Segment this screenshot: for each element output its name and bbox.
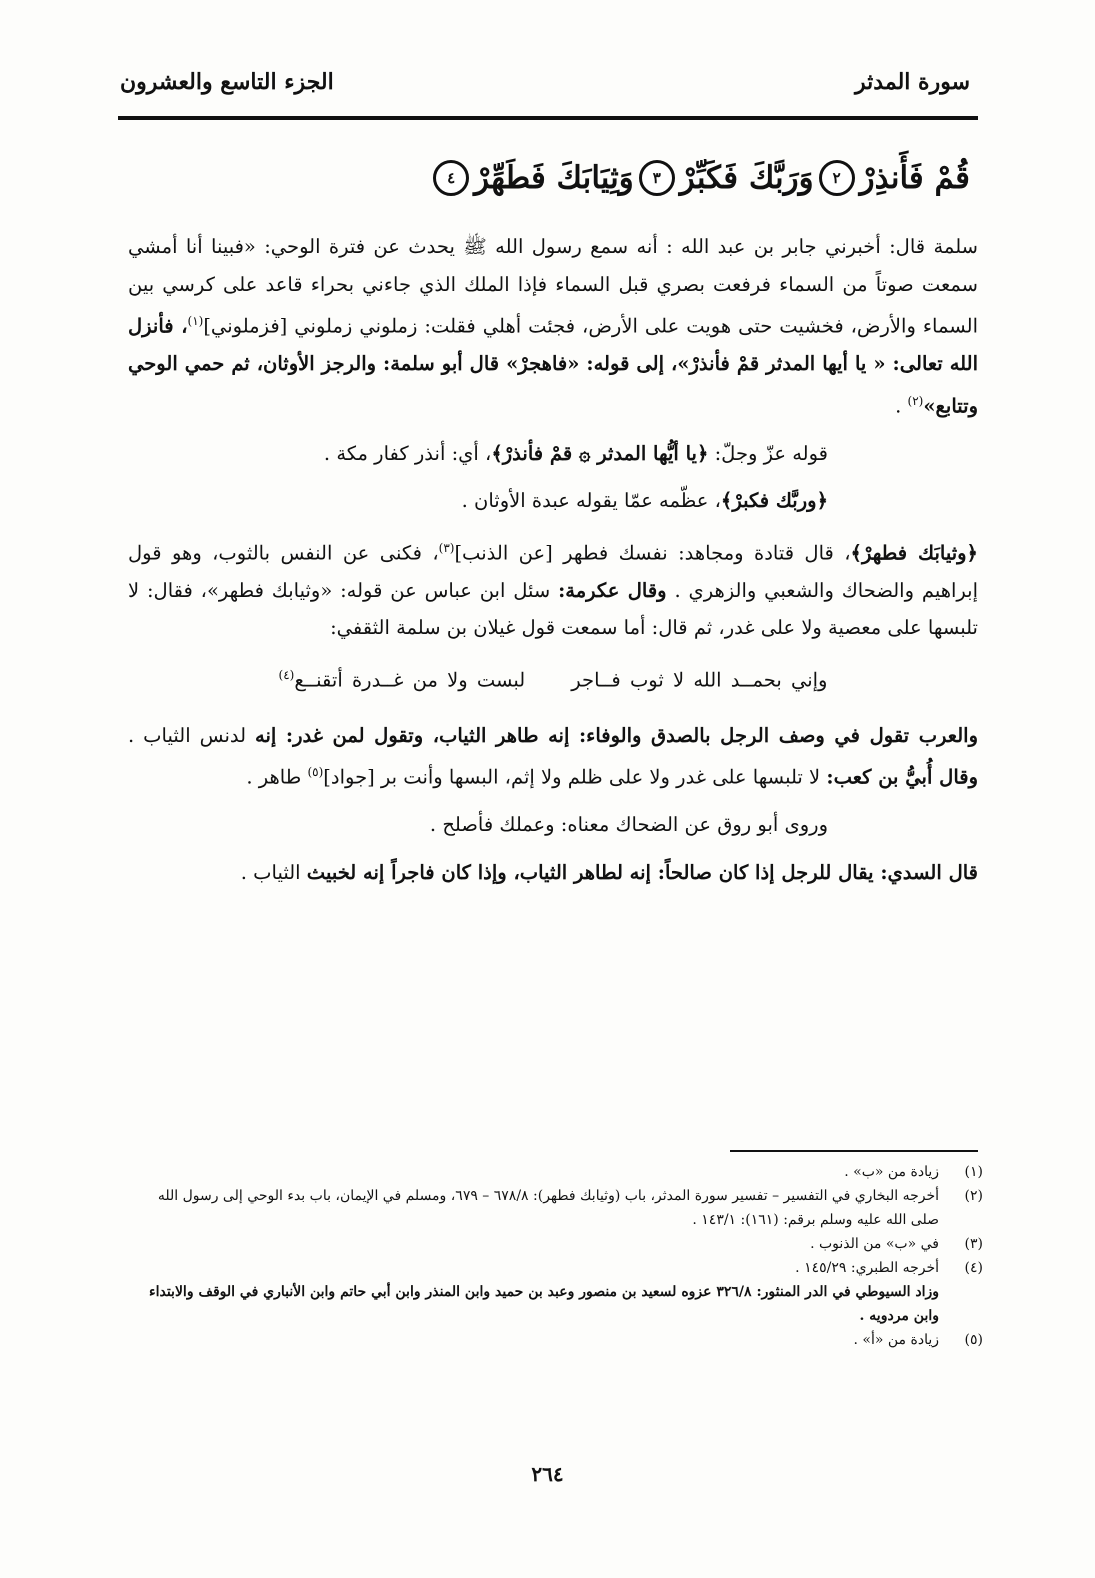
verse-number-4: ٤	[433, 160, 469, 196]
paragraph-verse-4	[128, 530, 978, 647]
footnote-rule	[730, 1150, 978, 1152]
commentary-body	[128, 228, 978, 901]
verse-explanation-cont: ، فكنى عن النفس بالثوب، وهو قول إبراهيم والضحاك والشعبي والزهري .	[128, 541, 979, 602]
footnote-number: (٣)	[964, 1236, 983, 1252]
footnote-number: (٥)	[964, 1332, 983, 1348]
footnote-ref-4: (٤)	[278, 667, 295, 682]
suddi-saying-end: الثياب .	[240, 860, 307, 884]
paragraph-hadith	[128, 228, 978, 425]
footnote-ref-3: (٣)	[438, 540, 455, 555]
verse-2-text: قُمْ فَأَنذِرْ	[859, 160, 970, 196]
quoted-verse: ﴿وربَّك فكبرْ﴾	[720, 489, 828, 512]
poem-first-hemistich: وإني بحمــد الله لا ثوب فــاجر	[571, 668, 828, 691]
footnote-ref-2: (٢)	[907, 393, 924, 408]
poem-verse	[128, 657, 978, 699]
paragraph-suddi	[128, 854, 978, 892]
verse-explanation: ، عظّمه عمّا يقوله عبدة الأوثان .	[461, 489, 721, 512]
ikrimah-label: وقال عكرمة:	[558, 578, 667, 602]
footnotes	[128, 1160, 983, 1352]
verse-explanation: ، أي: أنذر كفار مكة .	[323, 441, 492, 465]
quoted-verse: ﴿وثيابَك فطهرْ﴾	[850, 541, 978, 564]
footnote-item	[128, 1232, 983, 1256]
footnote-item	[128, 1256, 983, 1280]
footnote-item	[128, 1184, 983, 1232]
footnote-4-continuation: وزاد السيوطي في الدر المنثور: ٣٢٦/٨ عزوه لسعيد بن منصور وعبد بن حميد وابن المنذر وابن أبي حاتم وابن الأنباري في الوقف والابتداء وابن مردويه .	[149, 1284, 939, 1324]
footnote-ref-5: (٥)	[307, 765, 324, 779]
header-rule	[118, 116, 978, 120]
footnote-item	[128, 1160, 983, 1184]
quran-verse-line	[120, 148, 970, 208]
footnote-number: (٢)	[964, 1188, 983, 1204]
paragraph-verse-3	[128, 482, 978, 520]
verse-number-3: ٣	[639, 160, 675, 196]
footnote-item	[128, 1328, 983, 1352]
poem-second-hemistich: لبست ولا من غــدرة أتقنــع	[294, 668, 526, 691]
header-surah-name: سورة المدثر	[855, 69, 970, 95]
paragraph-verse-1-2	[128, 435, 978, 473]
hadith-text-bold: ، فأنزل الله تعالى: « يا أيها المدثر قمْ فأنذرْ»، إلى قوله: «فاهجرْ» قال أبو سلمة: والرجز الأوثان، ثم حمي الوحي وتتابع»	[128, 314, 978, 417]
verse-explanation: ، قال قتادة ومجاهد: نفسك فطهر [عن الذنب]	[454, 541, 851, 564]
paragraph-arabs	[128, 717, 978, 797]
hadith-end: .	[895, 394, 908, 417]
abu-rawq-text: وروى أبو روق عن الضحاك معناه: وعملك فأصلح .	[429, 813, 828, 836]
footnote-text: أخرجه البخاري في التفسير – تفسير سورة المدثر، باب (وثيابك فطهر): ٦٧٨/٨ – ٦٧٩، ومسلم في الإيمان، باب بدء الوحي إلى رسول الله صلى الله عليه وسلم برقم: (١٦١): ١٤٣/١ .	[157, 1188, 939, 1228]
suddi-saying: قال السدي: يقال للرجل إذا كان صالحاً: إنه لطاهر الثياب، وإذا كان فاجراً إنه لخبيث	[306, 860, 978, 884]
footnote-ref-1: (١)	[187, 314, 204, 328]
verse-intro: قوله عزّ وجلّ:	[708, 441, 828, 465]
ubayy-label: وقال أُبيُّ بن كعب:	[826, 765, 978, 789]
running-header	[120, 62, 970, 102]
verse-4-text: وَثِيَابَكَ فَطَهِّرْ	[474, 160, 634, 196]
ubayy-saying-end: طاهر .	[246, 765, 308, 789]
verse-number-2: ٢	[819, 160, 855, 196]
footnote-text: في «ب» من الذنوب .	[810, 1236, 939, 1252]
quoted-verse: ﴿يا أيُّها المدثر ۞ قمْ فأنذرْ﴾	[491, 441, 709, 465]
footnote-number: (١)	[964, 1164, 983, 1180]
footnote-text: زيادة من «أ» .	[853, 1332, 939, 1348]
header-part-name: الجزء التاسع والعشرون	[120, 69, 334, 95]
verse-explanation-cont: سئل ابن عباس عن قوله: «وثيابك فطهر»، فقال: لا تلبسها على معصية ولا على غدر، ثم قال: أما سمعت قول غيلان بن سلمة الثقفي:	[128, 578, 978, 639]
footnote-number: (٤)	[964, 1260, 983, 1276]
verse-3-text: وَرَبَّكَ فَكَبِّرْ	[679, 160, 814, 196]
footnote-text: أخرجه الطبري: ١٤٥/٢٩ .	[795, 1260, 939, 1276]
arabs-saying: والعرب تقول في وصف الرجل بالصدق والوفاء: إنه طاهر الثياب، وتقول لمن غدر: إنه	[255, 723, 978, 747]
hadith-text: سلمة قال: أخبرني جابر بن عبد الله : أنه سمع رسول الله ﷺ يحدث عن فترة الوحي: «فبينا أنا أمشي سمعت صوتاً من السماء فرفعت بصري قبل السماء فإذا الملك الذي جاءني بحراء قاعد على كرسي بين السماء والأرض، فخشيت حتى هويت على الأرض، فجئت أهلي فقلت: زملوني زملوني [فزملوني]	[128, 235, 978, 338]
paragraph-abu-rawq	[128, 806, 978, 844]
ubayy-saying: لا تلبسها على غدر ولا على ظلم ولا إثم، البسها وأنت بر [جواد]	[323, 765, 827, 789]
footnote-text: زيادة من «ب» .	[844, 1164, 939, 1180]
arabs-saying-cont: لدنس الثياب .	[128, 723, 256, 747]
page-number: ٢٦٤	[531, 1462, 564, 1486]
